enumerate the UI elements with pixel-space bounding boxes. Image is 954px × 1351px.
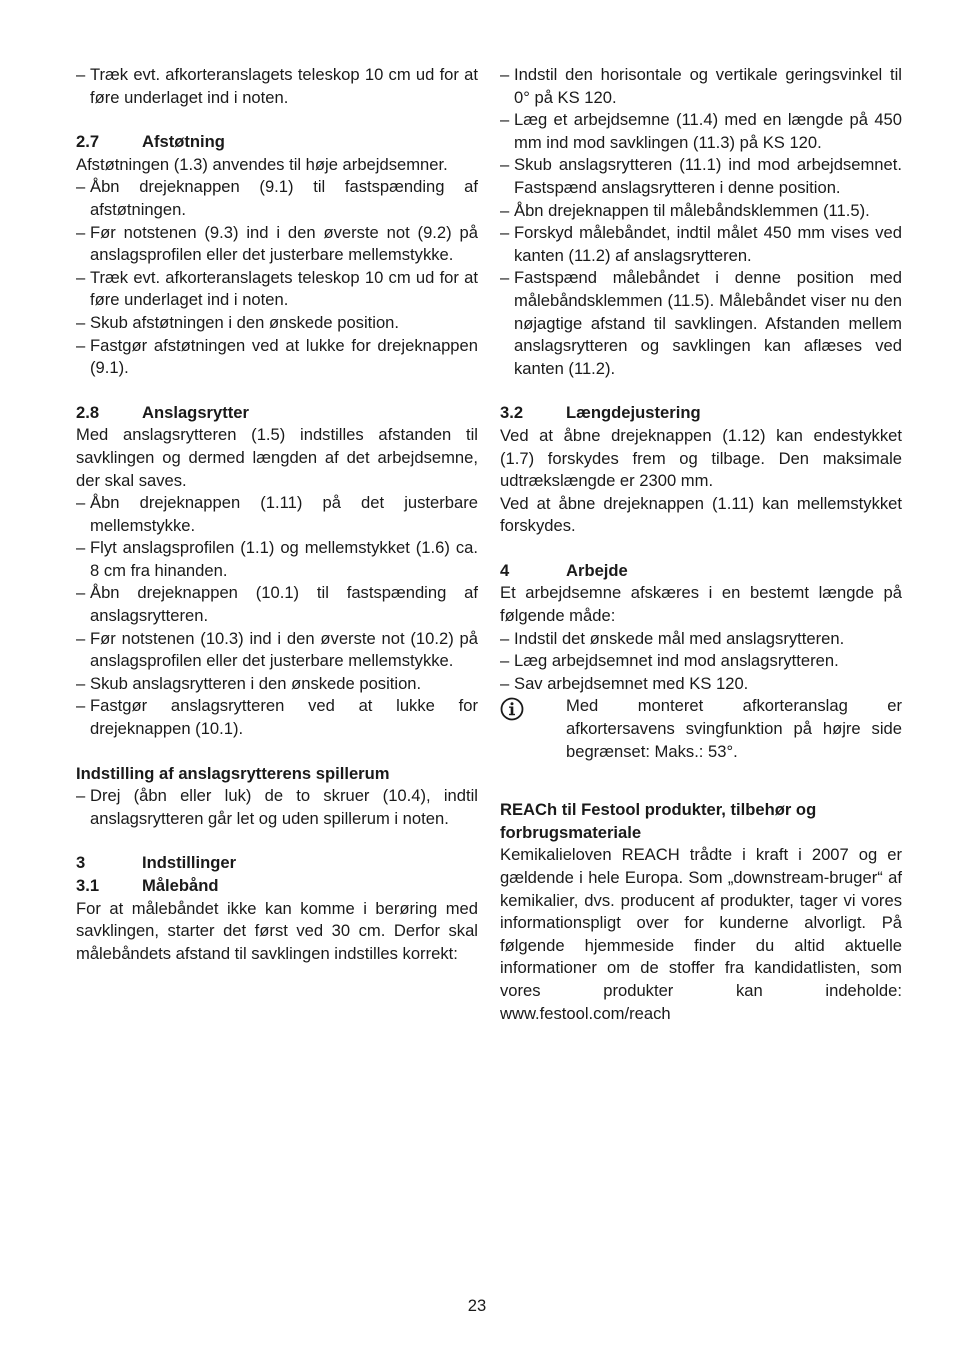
section-text: For at målebåndet ikke kan komme i berøring med savklingen, starter det først ved 30 cm. Derfor skal målebåndets afstand til savklingen indstilles korrekt: bbox=[76, 898, 478, 963]
list-item: – Åbn drejeknappen til målebåndsklemmen (11.5). bbox=[500, 200, 870, 220]
list-item: – Indstil den horisontale og vertikale geringsvinkel til 0° på KS 120. bbox=[500, 65, 902, 107]
section-text: Et arbejdsemne afskæres i en bestemt længde på følgende måde: bbox=[500, 583, 902, 626]
list-item: – Flyt anslagsprofilen (1.1) og mellemstykket (1.6) ca. 8 cm fra hinanden. bbox=[76, 538, 478, 580]
reach-text: Kemikalieloven REACH trådte i kraft i 2007 og er gældende i hele Europa. Som „downstream-bruger“ af kemikalier, dvs. producent af produkter, tager vi vores informationspligt over for kunderne alvorligt. På følgende hjemmeside finder du altid aktuelle informationer om de stoffer fra kandidatlisten, som vores produkter kan indeholde: www.festool.com/reach bbox=[500, 845, 902, 1023]
list-item: – Læg et arbejdsemne (11.4) med en længde på 450 mm ind mod savklingen (11.3) på KS 120. bbox=[500, 110, 902, 152]
list-item: – Åbn drejeknappen (9.1) til fastspænding af afstøtningen. bbox=[76, 177, 478, 219]
section-heading-2-8: 2.8 Anslagsrytter bbox=[76, 402, 249, 422]
subheading-play: Indstilling af anslagsrytterens spillerum bbox=[76, 763, 390, 783]
list-dash: – bbox=[76, 65, 86, 84]
list-item: – Læg arbejdsemnet ind mod anslagsrytteren. bbox=[500, 651, 839, 671]
list-item: – Indstil det ønskede mål med anslagsrytteren. bbox=[500, 628, 845, 648]
section-heading-3: 3 Indstillinger bbox=[76, 853, 237, 873]
list-item: – Træk evt. afkorteranslagets teleskop 10 cm ud for at føre underlaget ind i noten. bbox=[76, 267, 478, 310]
list-item: – Før notstenen (10.3) ind i den øverste not (10.2) på anslagsprofilen eller det justerbare mellemstykke. bbox=[76, 628, 478, 671]
left-column bbox=[76, 64, 478, 965]
section-heading-4: 4 Arbejde bbox=[500, 560, 628, 580]
list-item: – Drej (åbn eller luk) de to skruer (10.4), indtil anslagsrytteren går let og uden spillerum i noten. bbox=[76, 786, 478, 828]
section-heading-3-1: 3.1 Målebånd bbox=[76, 876, 219, 895]
list-item: – Før notstenen (9.3) ind i den øverste not (9.2) på anslagsprofilen eller det justerbare mellemstykke. bbox=[76, 222, 478, 265]
list-item: – Forskyd målebåndet, indtil målet 450 mm vises ved kanten (11.2) af anslagsrytteren. bbox=[500, 223, 902, 265]
list-item: – Åbn drejeknappen (10.1) til fastspænding af anslagsrytteren. bbox=[76, 583, 478, 626]
section-text: Afstøtningen (1.3) anvendes til høje arbejdsemner. bbox=[76, 154, 448, 174]
reach-heading: REACh til Festool produkter, tilbehør og forbrugsmateriale bbox=[500, 800, 817, 842]
section-text: Ved at åbne drejeknappen (1.12) kan endestykket (1.7) forskydes frem og tilbage. Den maksimale udtrækslængde er 2300 mm. bbox=[500, 425, 902, 491]
section-heading-2-7: 2.7 Afstøtning bbox=[76, 132, 225, 152]
list-item: – Fastgør afstøtningen ved at lukke for drejeknappen (9.1). bbox=[76, 335, 478, 378]
list-item: – Åbn drejeknappen (1.11) på det justerbare mellemstykke. bbox=[76, 493, 478, 535]
right-column bbox=[500, 64, 902, 1025]
info-icon bbox=[500, 695, 566, 763]
info-note: Med monteret afkorteranslag er afkortersavens svingfunktion på højre side begrænset: Maks.: 53°. bbox=[500, 695, 902, 763]
list-item: – Skub anslagsrytteren i den ønskede position. bbox=[76, 673, 422, 693]
list-item: – Skub anslagsrytteren (11.1) ind mod arbejdsemnet. Fastspænd anslagsrytteren i denne position. bbox=[500, 155, 902, 197]
list-item: – Fastspænd målebåndet i denne position med målebåndsklemmen (11.5). Målebåndet viser nu den nøjagtige afstand til savklingen. Afstanden mellem anslagsrytteren og savklingen kan aflæses ved kanten (11.2). bbox=[500, 268, 902, 378]
list-item: – Fastgør anslagsrytteren ved at lukke for drejeknappen (10.1). bbox=[76, 696, 478, 739]
list-item: – Skub afstøtningen i den ønskede position. bbox=[76, 312, 400, 332]
section-text: Med anslagsrytteren (1.5) indstilles afstanden til savklingen og dermed længden af det arbejdsemne, der skal saves. bbox=[76, 425, 478, 490]
section-heading-3-2: 3.2 Længdejustering bbox=[500, 403, 701, 423]
list-item: – Træk evt. afkorteranslagets teleskop 10 cm ud for at føre underlaget ind i noten. bbox=[76, 64, 478, 109]
section-text: Ved at åbne drejeknappen (1.11) kan mellemstykket forskydes. bbox=[500, 493, 902, 536]
page-number: 23 bbox=[467, 1296, 487, 1315]
list-item: – Sav arbejdsemnet med KS 120. bbox=[500, 673, 749, 693]
